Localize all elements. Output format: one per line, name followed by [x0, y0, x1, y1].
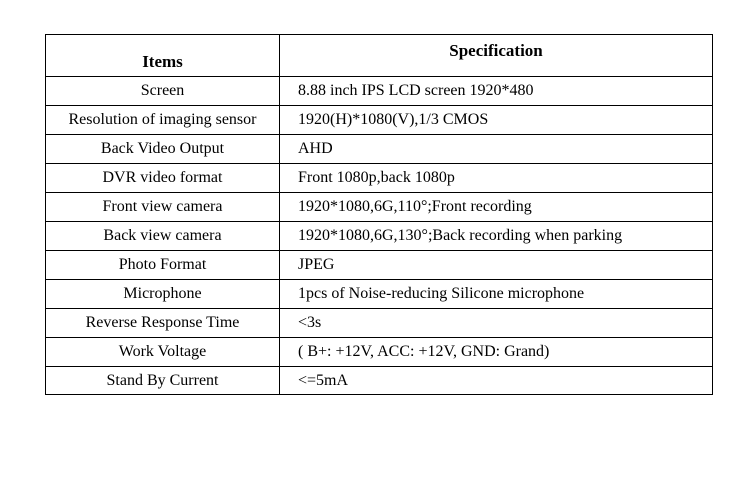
table-row — [46, 164, 713, 193]
row-item-cell: Resolution of imaging sensor — [46, 106, 280, 135]
row-item-cell: Back Video Output — [46, 135, 280, 164]
row-item-cell: Reverse Response Time — [46, 309, 280, 338]
row-item-cell: Front view camera — [46, 193, 280, 222]
row-item-cell: Screen — [46, 77, 280, 106]
table-row — [46, 309, 713, 338]
row-spec-cell: 1pcs of Noise-reducing Silicone microphone — [280, 280, 713, 309]
specification-column-header: Specification — [280, 35, 713, 77]
row-item-cell: Microphone — [46, 280, 280, 309]
table-row — [46, 135, 713, 164]
row-spec-cell: 8.88 inch IPS LCD screen 1920*480 — [280, 77, 713, 106]
row-spec-cell: 1920*1080,6G,110°;Front recording — [280, 193, 713, 222]
row-spec-cell: ( B+: +12V, ACC: +12V, GND: Grand) — [280, 338, 713, 367]
row-item-cell: Back view camera — [46, 222, 280, 251]
table-header-row — [46, 35, 713, 77]
table-row — [46, 106, 713, 135]
row-spec-cell: <3s — [280, 309, 713, 338]
table-row — [46, 280, 713, 309]
row-spec-cell: 1920(H)*1080(V),1/3 CMOS — [280, 106, 713, 135]
table-row — [46, 367, 713, 395]
items-column-header: Items — [46, 35, 280, 77]
row-spec-cell: <=5mA — [280, 367, 713, 395]
row-item-cell: Stand By Current — [46, 367, 280, 395]
row-item-cell: Work Voltage — [46, 338, 280, 367]
row-spec-cell: JPEG — [280, 251, 713, 280]
row-spec-cell: 1920*1080,6G,130°;Back recording when parking — [280, 222, 713, 251]
row-spec-cell: Front 1080p,back 1080p — [280, 164, 713, 193]
row-item-cell: DVR video format — [46, 164, 280, 193]
table-row — [46, 77, 713, 106]
table-row — [46, 222, 713, 251]
specification-table — [45, 34, 713, 395]
table-row — [46, 251, 713, 280]
row-spec-cell: AHD — [280, 135, 713, 164]
table-row — [46, 193, 713, 222]
row-item-cell: Photo Format — [46, 251, 280, 280]
table-row — [46, 338, 713, 367]
